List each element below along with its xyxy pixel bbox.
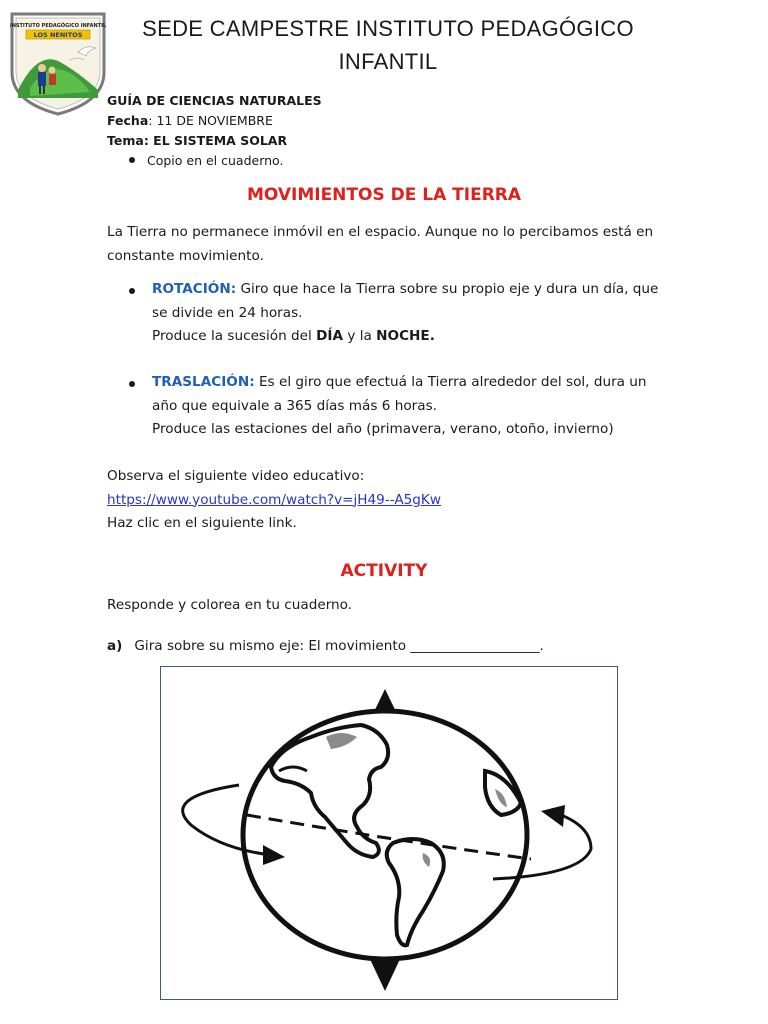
topic-label: Tema (107, 133, 144, 148)
instruction-text: Copio en el cuaderno. (147, 153, 284, 168)
date-line (107, 111, 273, 131)
video-block (107, 465, 667, 536)
rotation-bullet (129, 278, 669, 349)
question-a-label: a) (107, 638, 123, 654)
rotation-end: . (429, 328, 435, 344)
topic-line (107, 131, 287, 151)
date-value: : 11 DE NOVIEMBRE (148, 113, 273, 128)
rotation-description: Giro que hace la Tierra sobre su propio eje y dura un día, que se divide en 24 horas. (152, 281, 659, 321)
video-link[interactable]: https://www.youtube.com/watch?v=jH49--A5gKw (107, 491, 441, 508)
rotation-illustration (160, 666, 618, 1000)
translation-description: Es el giro que efectuá la Tierra alrededor del sol, dura un año que equivale a 365 días más 6 horas. (152, 374, 647, 414)
night-word: NOCHE (376, 328, 430, 344)
topic-value: : EL SISTEMA SOLAR (143, 133, 288, 148)
observe-text: Observa el siguiente video educativo: (107, 468, 365, 484)
rotation-term: ROTACIÓN (152, 281, 231, 297)
translation-colon: : (249, 374, 255, 390)
svg-text:LOS NENITOS: LOS NENITOS (33, 31, 83, 39)
bullet-dot (129, 288, 135, 294)
axis-arrow-bottom-icon (369, 957, 401, 991)
school-title: SEDE CAMPESTRE INSTITUTO PEDAGÓGICO INFANTIL (142, 16, 634, 74)
rotation-produce-text: Produce la sucesión del (152, 328, 317, 344)
date-label: Fecha (107, 113, 149, 128)
click-text: Haz clic en el siguiente link. (107, 515, 297, 531)
activity-instruction: Responde y colorea en tu cuaderno. (107, 597, 353, 613)
translation-term: TRASLACIÓN (152, 374, 250, 390)
question-a-text: Gira sobre su mismo eje: El movimiento ___________________. (134, 638, 544, 654)
guide-title: GUÍA DE CIENCIAS NATURALES (107, 93, 322, 108)
section-title-activity: ACTIVITY (340, 561, 428, 581)
svg-text:INSTITUTO PEDAGÓGICO INFANTIL: INSTITUTO PEDAGÓGICO INFANTIL (9, 23, 107, 29)
section-title-movements: MOVIMIENTOS DE LA TIERRA (246, 185, 522, 205)
bullet-dot (129, 157, 135, 163)
translation-bullet (129, 371, 669, 442)
rotation-colon: : (230, 281, 237, 297)
day-word: DÍA (316, 328, 344, 344)
school-logo (8, 10, 108, 118)
translation-produce-text: Produce las estaciones del año (primavera, verano, otoño, invierno) (152, 421, 614, 437)
question-a (107, 638, 544, 654)
instruction-bullet (129, 151, 283, 171)
rotation-arrow-right-icon (541, 805, 565, 827)
and-word: y la (343, 328, 377, 344)
globe-rotation-drawing (161, 667, 616, 998)
intro-paragraph: La Tierra no permanece inmóvil en el espacio. Aunque no lo percibamos está en constante movimiento. (107, 224, 654, 264)
bullet-dot (129, 381, 135, 387)
